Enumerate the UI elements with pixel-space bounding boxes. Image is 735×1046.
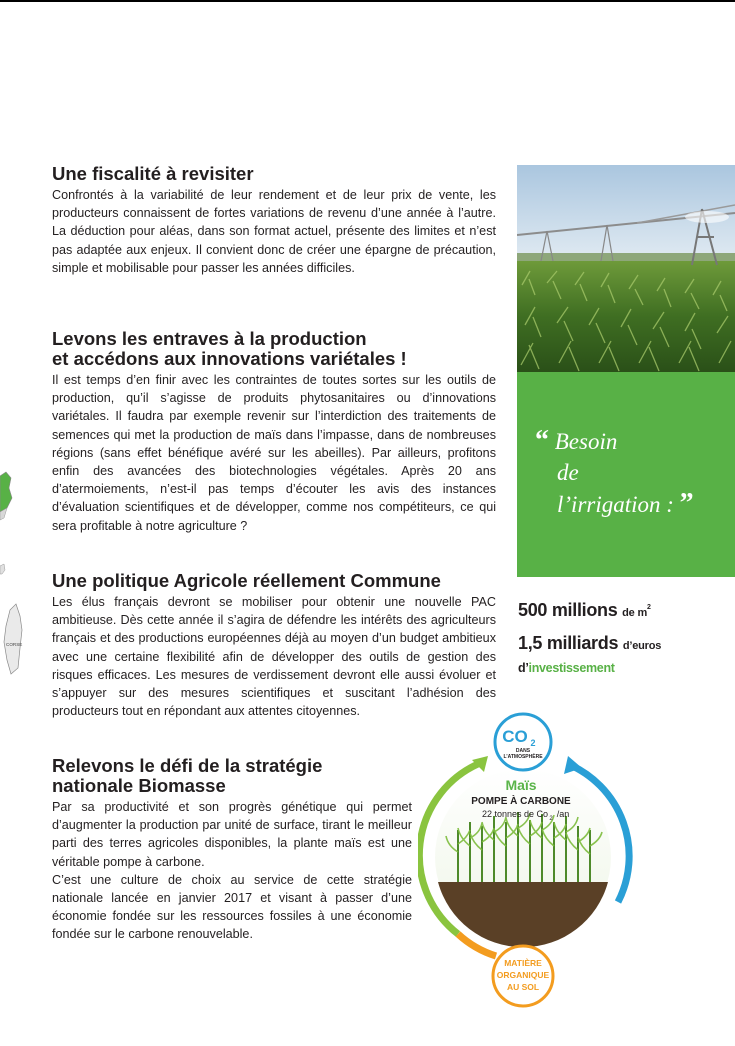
soil-line-3: AU SOL — [506, 982, 540, 992]
stat-investment-label — [518, 661, 735, 675]
section-title: Une fiscalité à revisiter — [52, 163, 254, 184]
stat-investment — [518, 628, 735, 661]
title-line-2: nationale Biomasse — [52, 775, 226, 796]
section-title — [52, 756, 412, 796]
atmo-line-1: DANS — [515, 748, 531, 754]
section-pac — [52, 571, 496, 720]
quote-line-2: de — [557, 460, 579, 485]
close-quote-mark: ” — [679, 488, 694, 519]
co2-subscript: 2 — [530, 738, 536, 748]
stat-word: investissement — [528, 661, 615, 675]
top-rule — [0, 0, 735, 2]
irrigation-stats — [518, 593, 735, 675]
quote-line-1: Besoin — [554, 429, 618, 454]
title-line-2: et accédons aux innovations variétales ! — [52, 348, 407, 369]
section-body: Les élus français devront se mobiliser pour obtenir une nouvelle PAC ambitieuse. Dès cette année il s’agira de défendre les intérêts des agriculteurs français et des productions européennes déjà au moyen d’un budget ambitieux avec une certaine flexibilité afin de développer des outils de gestion des risques efficaces. Les mesures de verdissement devront elle aussi évoluer et s’appuyer sur des mesures scientifiques et suscitant l’adhésion des producteurs tout en répondant aux attentes citoyennes. — [52, 595, 496, 719]
co2-label: CO — [502, 727, 528, 746]
tonnes-prefix: 22 tonnes de Co — [481, 809, 549, 819]
open-quote-mark: “ — [535, 425, 549, 456]
stat-volume-value: 500 millions — [518, 600, 618, 620]
section-body-2: C’est une culture de choix au service de cette stratégie nationale lancée en janvier 2017 et visant à passer d’une économie fondée sur les ressources fossiles à une économie fondée sur le carbone renouvelable. — [52, 872, 412, 942]
stat-prefix: d’ — [518, 661, 529, 675]
irrigation-quote — [535, 425, 694, 520]
stat-volume — [518, 593, 735, 628]
section-title — [52, 329, 496, 369]
tonnes-suffix: /an — [556, 809, 570, 819]
section-body: Confrontés à la variabilité de leur rendement et de leur prix de vente, les producteurs connaissent de fortes variations de revenu d’une année à l’autre. La déduction pour aléas, dans son format actuel, présente des limites et n’est pas adaptée aux enjeux. Il convient donc de créer une épargne de précaution, simple et mobilisable pour passer les années difficiles. — [52, 188, 496, 275]
atmo-line-2: L’ATMOSPHÈRE — [503, 754, 543, 760]
stat-volume-unit: de m — [622, 607, 648, 619]
carbon-cycle-diagram — [418, 712, 638, 1012]
soil-line-1: MATIÈRE — [504, 958, 542, 968]
soil-line-2: ORGANIQUE — [496, 970, 550, 980]
irrigation-photo — [517, 165, 735, 372]
quote-line-3: l’irrigation : — [557, 492, 674, 517]
section-biomasse — [52, 756, 412, 944]
map-label-corse: CORSE — [6, 642, 23, 647]
pump-label: POMPE À CARBONE — [471, 796, 571, 807]
crop-label: Maïs — [505, 777, 537, 793]
section-entraves — [52, 329, 496, 535]
section-fiscalite — [52, 164, 496, 277]
stat-investment-value: 1,5 milliards — [518, 633, 619, 653]
tonnes-subscript: 2 — [549, 816, 553, 822]
stat-investment-unit: d’euros — [622, 640, 662, 652]
section-title: Une politique Agricole réellement Commune — [52, 570, 441, 591]
title-line-1: Levons les entraves à la production — [52, 328, 367, 349]
stat-volume-exponent: 2 — [647, 604, 651, 611]
section-body: Par sa productivité et son progrès génétique qui permet d’augmenter la production par unité de surface, tirant le meilleur parti des terres agricoles disponibles, la plante maïs est une véritable pompe à carbone. — [52, 800, 412, 869]
title-line-1: Relevons le défi de la stratégie — [52, 755, 323, 776]
section-body: Il est temps d’en finir avec les contraintes de toutes sortes sur les outils de production, qu’il s’agisse de produits phytosanitaires ou d’innovations variétales. Il faudra par exemple revenir sur l’interdiction des traitements de semences qui met la production de maïs dans l’impasse, dans de nombreuses régions (sans effet bénéfique avéré sur les abeilles). Par ailleurs, profitons enfin des avancées des biotechnologies végétales. Après 20 ans d’atermoiements, n’est-il pas temps d’écouter les avis des instances d’évaluation scientifiques et de développer, comme nos compétiteurs, ce qui sera profitable à notre agriculture ? — [52, 373, 496, 533]
france-map-fragment — [0, 470, 30, 680]
